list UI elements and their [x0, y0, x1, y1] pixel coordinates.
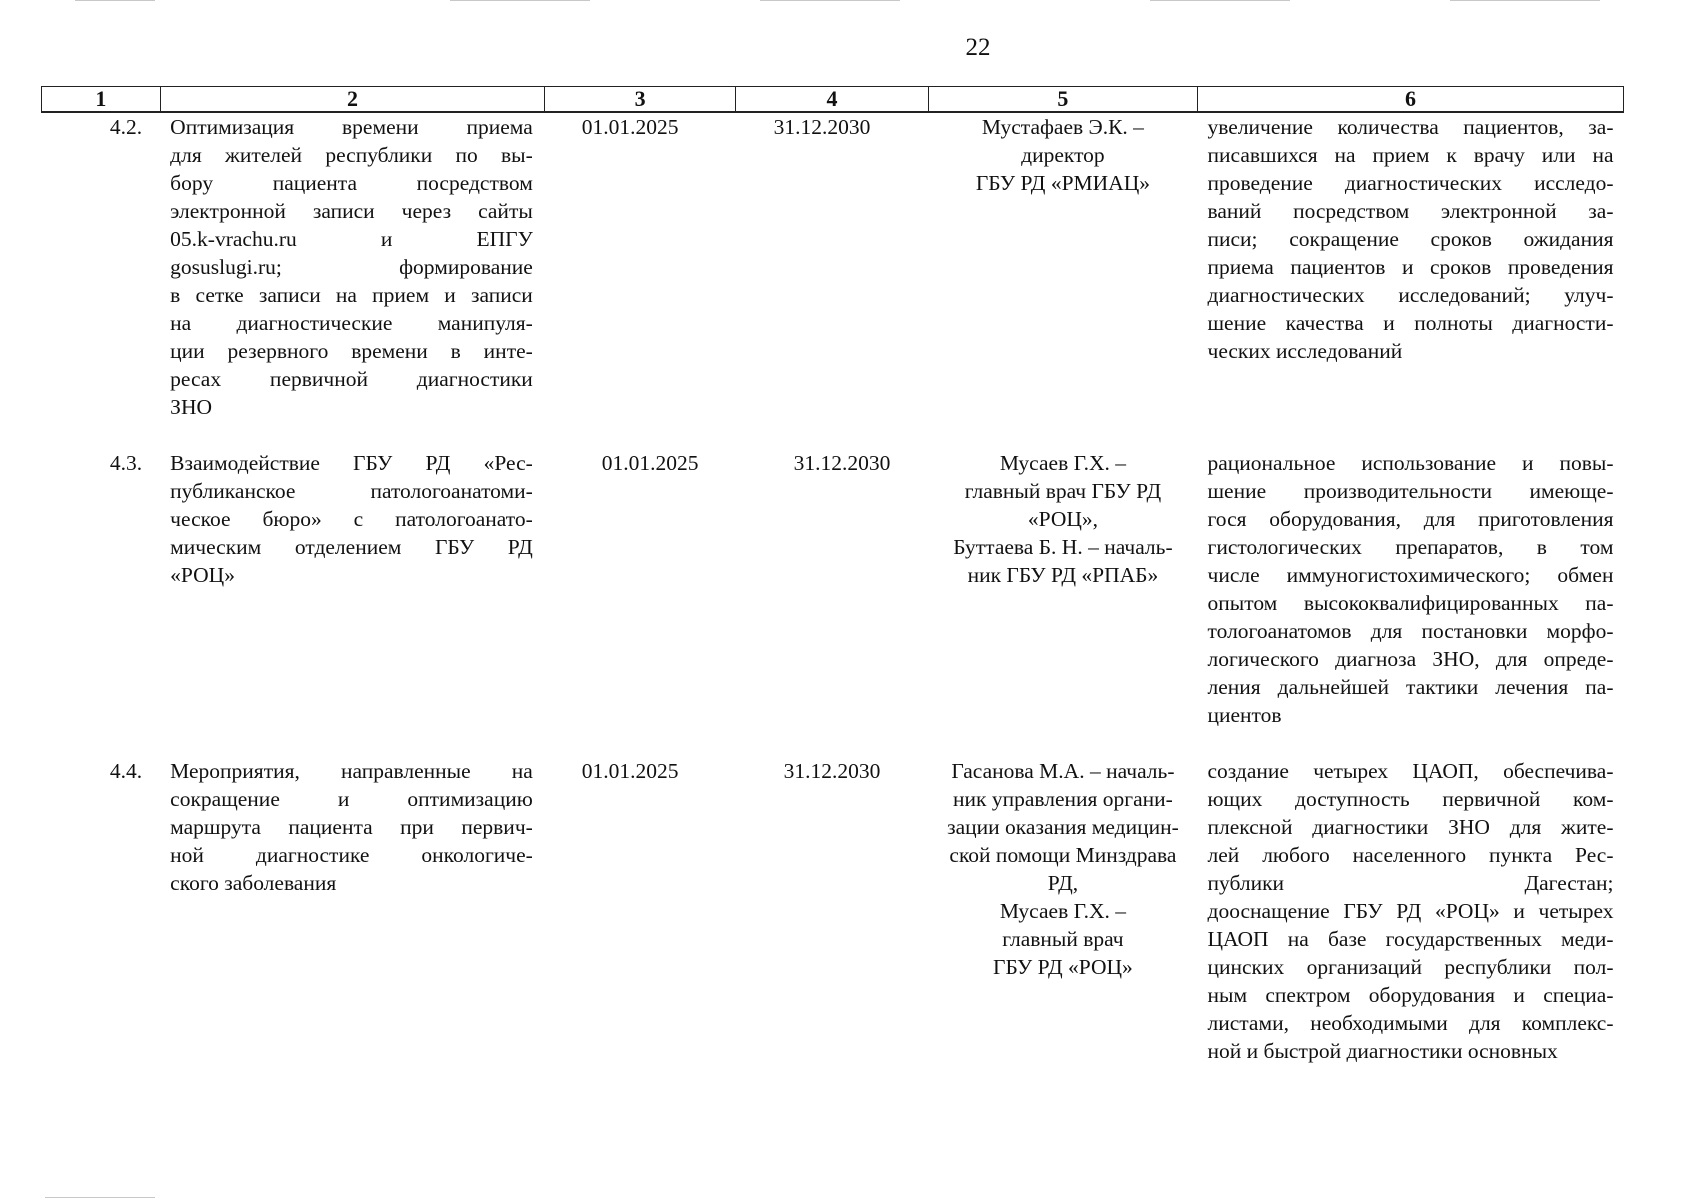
scan-edge-line [450, 0, 590, 1]
text-line: дооснащение ГБУ РД «РОЦ» и четырех [1207, 899, 1614, 923]
text-line: ции резервного времени в инте- [170, 339, 533, 363]
text-line: бору пациента посредством [170, 171, 533, 195]
text-line: зации оказания медицин- [947, 815, 1179, 839]
text-line: ющих доступность первичной ком- [1207, 787, 1614, 811]
text-line: циентов [1207, 703, 1282, 727]
text-line: ЦАОП на базе государственных меди- [1207, 927, 1614, 951]
text-line: гистологических препаратов, в том [1207, 535, 1614, 559]
text-line: приема пациентов и сроков проведения [1207, 255, 1614, 279]
text-line: Мустафаев Э.К. – [981, 115, 1144, 139]
result-cell [1198, 449, 1624, 729]
text-line: главный врач [1002, 927, 1124, 951]
text-line: лей любого населенного пункта Рес- [1207, 843, 1614, 867]
text-line: для жителей республики по вы- [170, 143, 533, 167]
text-line: числе иммуногистохимического; обмен [1207, 563, 1614, 587]
text-line: листами, необходимыми для комплекс- [1207, 1011, 1614, 1035]
column-header: 3 [545, 87, 736, 113]
result-cell [1198, 112, 1624, 421]
text-line: ной и быстрой диагностики основных [1207, 1039, 1558, 1063]
text-line: в сетке записи на прием и записи [170, 283, 533, 307]
text-line: сокращение и оптимизацию [170, 787, 533, 811]
text-line: ческих исследований [1207, 339, 1403, 363]
text-line: ник управления органи- [953, 787, 1173, 811]
text-line: Буттаева Б. Н. – началь- [953, 535, 1173, 559]
text-line: ным спектром оборудования и специа- [1207, 983, 1614, 1007]
text-line: опытом высококвалифицированных па- [1207, 591, 1614, 615]
text-line: ной диагностике онкологиче- [170, 843, 533, 867]
scan-edge-line [45, 1197, 155, 1198]
text-line: плексной диагностики ЗНО для жите- [1207, 815, 1614, 839]
text-line: цинских организаций республики пол- [1207, 955, 1614, 979]
page-number: 22 [965, 34, 991, 61]
table-header-row [42, 87, 1624, 113]
text-line: «РОЦ» [170, 563, 235, 587]
text-line: на диагностические манипуля- [170, 311, 533, 335]
result-cell [1198, 757, 1624, 1065]
measures-table [41, 86, 1624, 1065]
activity-cell [160, 757, 545, 1065]
responsible-cell [928, 449, 1197, 729]
responsible-cell [928, 112, 1197, 421]
text-line: электронной записи через сайты [170, 199, 533, 223]
text-line: РД, [1047, 871, 1079, 895]
end-date: 31.12.2030 [793, 451, 891, 475]
text-line: Гасанова М.А. – началь- [951, 759, 1175, 783]
end-date: 31.12.2030 [783, 759, 881, 783]
text-line: директор [1021, 143, 1105, 167]
text-line: ческое бюро» с патологоанато- [170, 507, 533, 531]
text-line: шение производительности имеюще- [1207, 479, 1614, 503]
table-row [42, 112, 1624, 421]
scan-edge-line [75, 0, 155, 1]
text-line: проведение диагностических исследо- [1207, 171, 1614, 195]
text-line: ник ГБУ РД «РПАБ» [967, 563, 1159, 587]
end-date: 31.12.2030 [773, 115, 871, 139]
row-number: 4.3. [109, 451, 143, 475]
text-line: главный врач ГБУ РД [964, 479, 1162, 503]
text-line: Мероприятия, направленные на [170, 759, 533, 783]
column-header: 2 [160, 87, 545, 113]
start-date: 01.01.2025 [581, 115, 679, 139]
text-line: увеличение количества пациентов, за- [1207, 115, 1614, 139]
column-header: 5 [928, 87, 1197, 113]
text-line: тологоанатомов для постановки морфо- [1207, 619, 1614, 643]
text-line: публики Дагестан; [1207, 871, 1614, 895]
text-line: ского заболевания [170, 871, 337, 895]
text-line: мическим отделением ГБУ РД [170, 535, 533, 559]
column-header: 4 [736, 87, 929, 113]
row-number: 4.4. [109, 759, 143, 783]
text-line: ГБУ РД «РОЦ» [993, 955, 1133, 979]
text-line: ресах первичной диагностики [170, 367, 533, 391]
responsible-cell [928, 757, 1197, 1065]
text-line: ления дальнейшей тактики лечения па- [1207, 675, 1614, 699]
scan-edge-line [1150, 0, 1290, 1]
scan-edge-line [1450, 0, 1600, 1]
text-line: логического диагноза ЗНО, для опреде- [1207, 647, 1614, 671]
activity-cell [160, 112, 545, 421]
text-line: публиканское патологоанатоми- [170, 479, 533, 503]
column-header: 6 [1198, 87, 1624, 113]
text-line: писи; сокращение сроков ожидания [1207, 227, 1614, 251]
text-line: создание четырех ЦАОП, обеспечива- [1207, 759, 1614, 783]
scan-edge-line [760, 0, 900, 1]
text-line: ваний посредством электронной за- [1207, 199, 1614, 223]
text-line: ЗНО [170, 395, 212, 419]
table-row [42, 757, 1624, 1065]
text-line: рациональное использование и повы- [1207, 451, 1614, 475]
text-line: Мусаев Г.Х. – [999, 899, 1126, 923]
text-line: «РОЦ», [1027, 507, 1098, 531]
text-line: шение качества и полноты диагности- [1207, 311, 1614, 335]
text-line: ГБУ РД «РМИАЦ» [975, 171, 1150, 195]
text-line: gosuslugi.ru; формирование [170, 255, 533, 279]
text-line: писавшихся на прием к врачу или на [1207, 143, 1614, 167]
column-header: 1 [42, 87, 161, 113]
row-number: 4.2. [109, 115, 143, 139]
text-line: гося оборудования, для приготовления [1207, 507, 1614, 531]
table-row [42, 449, 1624, 729]
activity-cell [160, 449, 545, 729]
text-line: Взаимодействие ГБУ РД «Рес- [170, 451, 533, 475]
text-line: диагностических исследований; улуч- [1207, 283, 1614, 307]
text-line: маршрута пациента при первич- [170, 815, 533, 839]
start-date: 01.01.2025 [601, 451, 699, 475]
text-line: 05.k-vrachu.ru и ЕПГУ [170, 227, 533, 251]
text-line: ской помощи Минздрава [949, 843, 1177, 867]
start-date: 01.01.2025 [581, 759, 679, 783]
text-line: Мусаев Г.Х. – [999, 451, 1126, 475]
text-line: Оптимизация времени приема [170, 115, 533, 139]
